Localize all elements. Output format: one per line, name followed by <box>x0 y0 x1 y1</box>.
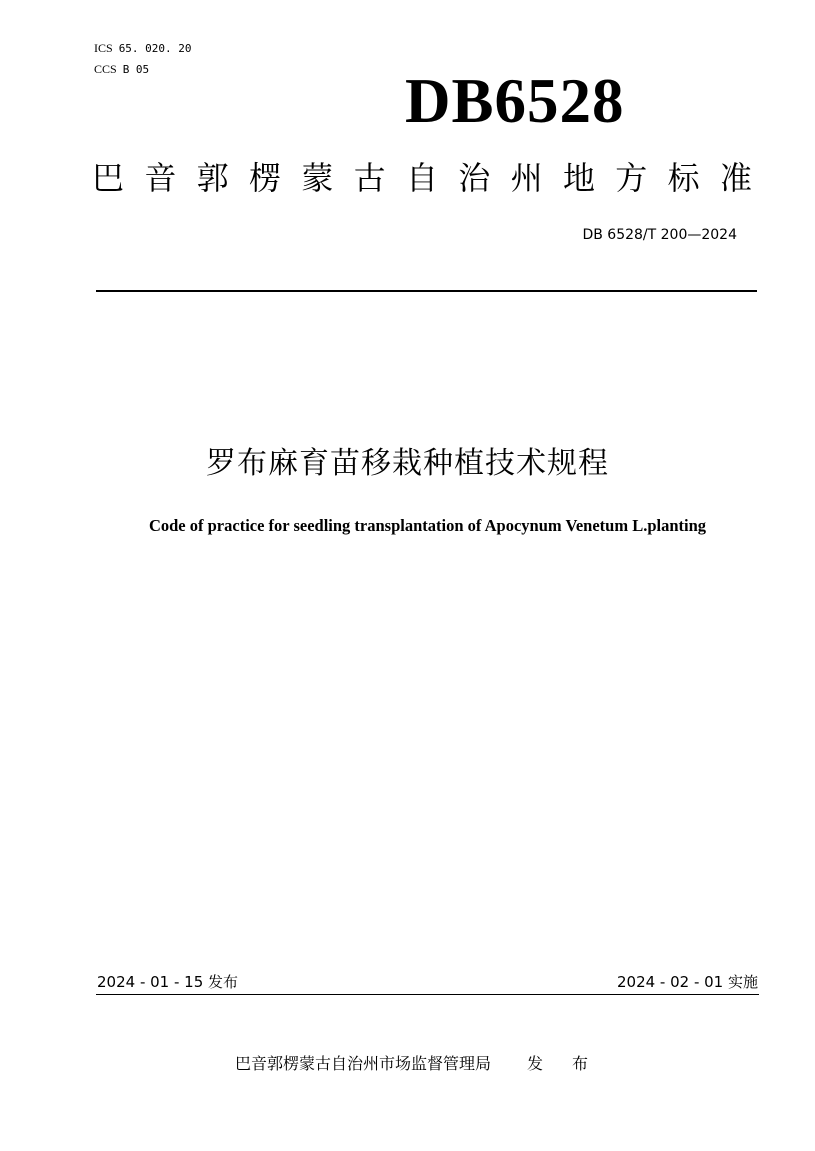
footer-divider <box>96 994 759 995</box>
category-char: 郭 <box>196 159 229 197</box>
ics-line <box>94 41 192 56</box>
category-char: 古 <box>353 159 386 197</box>
issue-date: 2024 - 01 - 15 发布 <box>97 973 239 991</box>
ics-label: ICS <box>94 41 113 55</box>
document-title-en: Code of practice for seedling transplantation of Apocynum Venetum L.planting <box>148 516 707 535</box>
publisher-line <box>0 1053 815 1075</box>
category-char: 州 <box>510 159 543 197</box>
category-char: 音 <box>144 159 177 197</box>
ics-value: 65. 020. 20 <box>118 42 192 55</box>
standard-number: DB 6528/T 200—2024 <box>582 227 737 243</box>
category-char: 蒙 <box>301 159 334 197</box>
category-char: 楞 <box>248 159 281 197</box>
category-char: 治 <box>458 159 491 197</box>
publisher-name: 巴音郭楞蒙古自治州市场监督管理局 <box>234 1054 491 1073</box>
ccs-label: CCS <box>94 62 117 76</box>
publish-verb: 发 布 <box>526 1054 601 1073</box>
category-char: 巴 <box>92 159 125 197</box>
header-divider <box>96 290 757 292</box>
standard-category <box>92 158 752 198</box>
category-char: 方 <box>615 159 648 197</box>
category-char: 准 <box>719 159 752 197</box>
ccs-value: B 05 <box>122 63 150 76</box>
implementation-date: 2024 - 02 - 01 实施 <box>616 973 758 991</box>
category-char: 地 <box>562 159 595 197</box>
category-char: 标 <box>667 159 700 197</box>
document-title-zh: 罗布麻育苗移栽种植技术规程 <box>206 446 609 481</box>
ccs-line <box>94 62 149 77</box>
category-char: 自 <box>405 159 438 197</box>
standard-code: DB6528 <box>405 66 625 136</box>
